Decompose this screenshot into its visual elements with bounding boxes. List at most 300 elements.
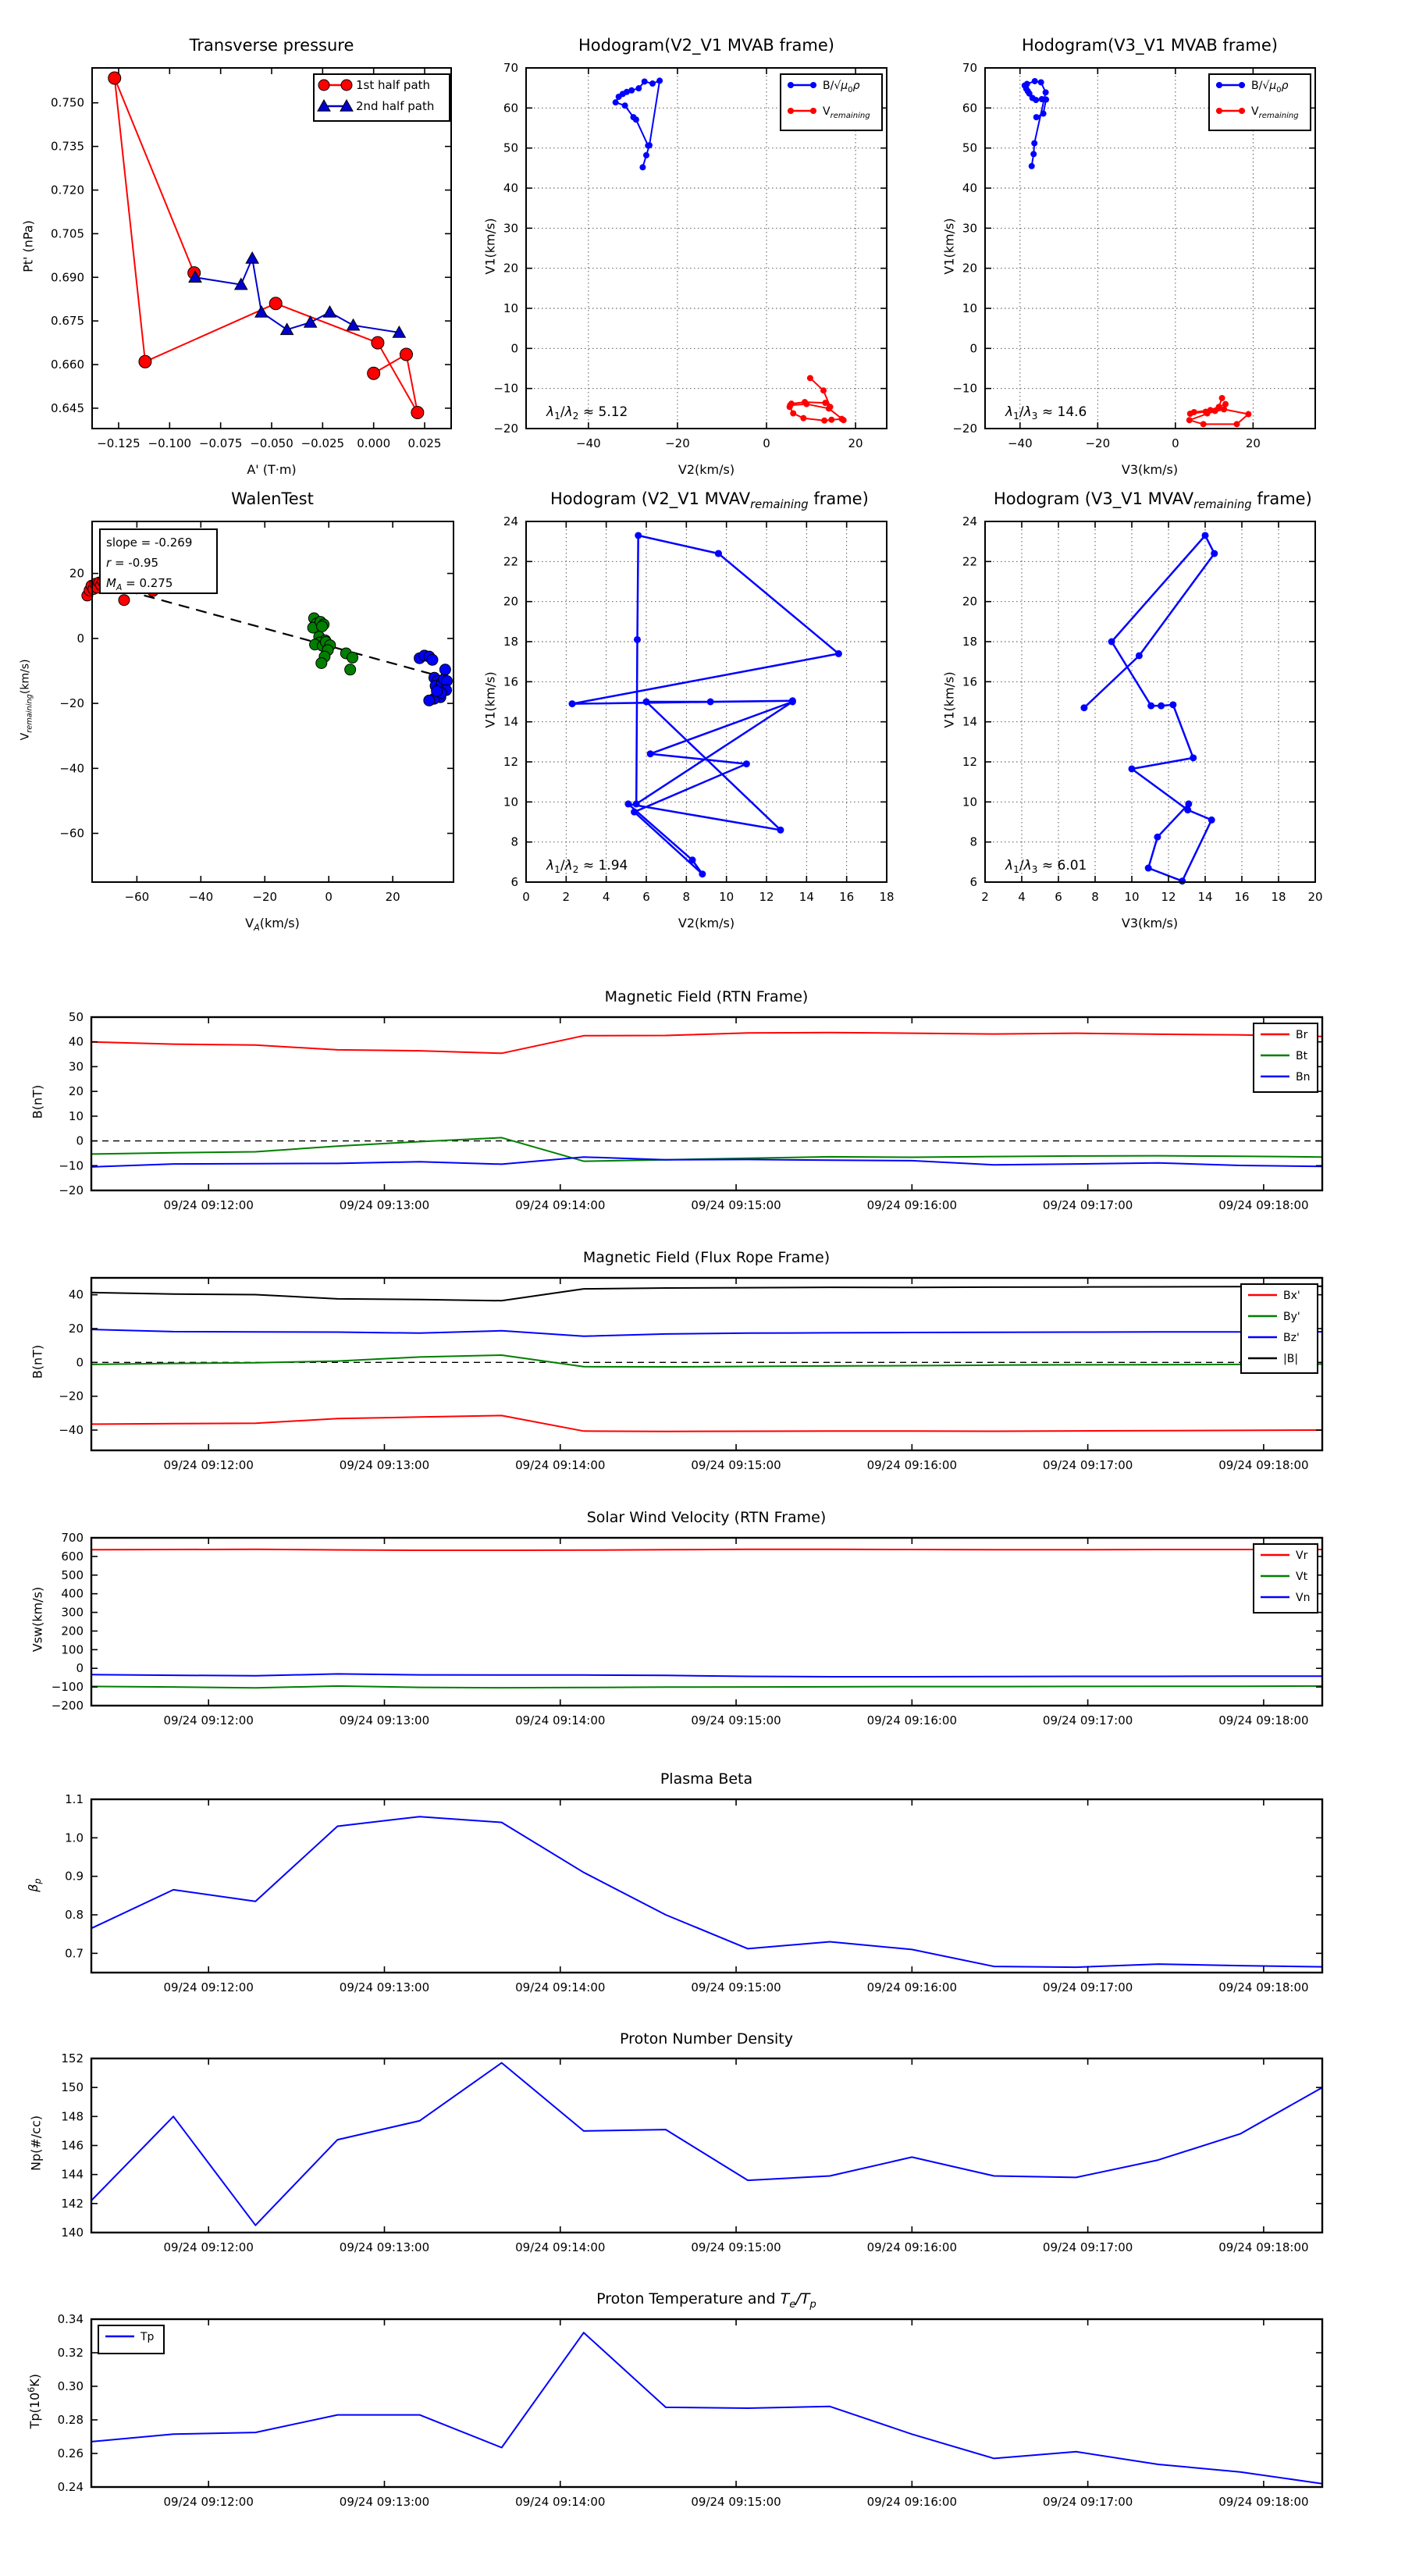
data-point: [841, 417, 847, 423]
data-point: [316, 657, 327, 668]
data-point: [246, 252, 258, 263]
panel-transverse-pressure: [51, 68, 451, 450]
data-point: [1212, 407, 1218, 414]
title-b-fluxrope: Magnetic Field (Flux Rope Frame): [582, 1249, 831, 1266]
data-point: [347, 652, 358, 663]
x-tick-label: 09/24 09:15:00: [691, 1458, 781, 1472]
data-point: [1040, 111, 1047, 117]
ylabel-hodogram-v3v1-mvav: V1(km/s): [941, 671, 957, 728]
data-point: [424, 695, 435, 706]
x-tick-label: 16: [839, 890, 855, 904]
xlabel-hodogram-v3v1-mvab: V3(km/s): [1121, 462, 1179, 477]
ylabel-b-rtn: B(nT): [30, 1084, 45, 1119]
xlabel-transverse-pressure: A' (T·m): [247, 462, 297, 477]
y-tick-label: 0.9: [65, 1869, 84, 1884]
data-point: [624, 800, 631, 807]
data-point: [1239, 82, 1245, 88]
plot-frame: [92, 68, 451, 429]
y-tick-label: 10: [962, 795, 977, 809]
legend-label: Bz': [1283, 1332, 1300, 1344]
data-point: [323, 306, 336, 317]
y-tick-label: 14: [962, 714, 977, 729]
x-tick-label: 4: [1018, 890, 1026, 904]
data-point: [1030, 151, 1037, 157]
y-tick-label: 18: [962, 635, 977, 649]
x-tick-label: 09/24 09:13:00: [339, 2240, 430, 2254]
x-tick-label: −40: [576, 436, 601, 450]
data-point: [1031, 141, 1037, 147]
panel-proton-density: [61, 2051, 1322, 2254]
y-tick-label: 30: [68, 1059, 84, 1074]
data-point: [1187, 411, 1193, 417]
y-tick-label: 40: [68, 1034, 84, 1049]
legend-label: Bn: [1296, 1071, 1311, 1083]
x-tick-label: −20: [252, 890, 278, 904]
xlabel-hodogram-v2v1-mvab: V2(km/s): [678, 462, 735, 477]
x-tick-label: 0: [1172, 436, 1179, 450]
y-tick-label: 140: [61, 2226, 84, 2240]
y-tick-label: 0: [76, 631, 84, 646]
y-tick-label: −200: [51, 1699, 84, 1713]
y-tick-label: −10: [952, 381, 977, 396]
y-tick-label: 148: [61, 2109, 84, 2124]
x-tick-label: 09/24 09:15:00: [691, 2240, 781, 2254]
x-tick-label: 2: [981, 890, 989, 904]
y-tick-label: −100: [51, 1680, 84, 1695]
ylabel-proton-temp: $Tp(10^6K)$: [26, 2373, 43, 2429]
data-point: [432, 685, 443, 696]
legend-label: Tp: [140, 2331, 155, 2343]
y-tick-label: 22: [503, 554, 518, 569]
ylabel-transverse-pressure: Pt' (nPa): [20, 220, 36, 272]
data-point: [656, 77, 663, 84]
x-tick-label: 09/24 09:18:00: [1218, 1713, 1309, 1727]
data-point: [645, 143, 651, 149]
plot-frame: [91, 1017, 1322, 1190]
y-tick-label: 10: [962, 301, 977, 315]
y-tick-label: 18: [503, 635, 518, 649]
data-point: [1043, 97, 1049, 103]
data-point: [1032, 78, 1038, 84]
data-point: [1239, 108, 1245, 114]
y-tick-label: 50: [962, 141, 977, 155]
data-point: [822, 400, 828, 406]
y-tick-label: 0: [76, 1133, 84, 1148]
data-point: [1033, 114, 1040, 120]
y-tick-label: 0: [510, 341, 518, 356]
y-tick-label: 50: [503, 141, 518, 155]
series-vn: [91, 1674, 1322, 1677]
data-point: [1108, 639, 1115, 646]
y-tick-label: 6: [510, 875, 518, 889]
y-tick-label: 0.30: [57, 2379, 84, 2393]
data-point: [1208, 817, 1215, 824]
data-point: [790, 410, 796, 416]
y-tick-label: −10: [59, 1158, 84, 1173]
lambda-annotation: $\lambda_1/\lambda_3 \approx 14.6$: [1005, 404, 1087, 422]
x-tick-label: 12: [1161, 890, 1176, 904]
lambda-annotation: $\lambda_1/\lambda_3 \approx 6.01$: [1005, 858, 1087, 875]
panel-proton-temp: [58, 2312, 1322, 2509]
x-tick-label: −0.025: [301, 436, 345, 450]
x-tick-label: −0.075: [198, 436, 243, 450]
y-tick-label: 0.705: [51, 226, 84, 241]
x-tick-label: 09/24 09:12:00: [163, 1713, 254, 1727]
ylabel-vsw: Vsw(km/s): [30, 1586, 45, 1653]
x-tick-label: 09/24 09:16:00: [866, 1980, 958, 1994]
x-tick-label: −0.050: [250, 436, 293, 450]
y-tick-label: 142: [61, 2196, 84, 2211]
stats-line: $M_A = 0.275$: [106, 576, 173, 592]
x-tick-label: 09/24 09:12:00: [163, 1458, 254, 1472]
y-tick-label: 22: [962, 554, 977, 569]
ylabel-hodogram-v2v1-mvav: V1(km/s): [482, 671, 498, 728]
x-tick-label: 09/24 09:14:00: [515, 2240, 606, 2254]
y-tick-label: 600: [61, 1549, 84, 1564]
title-proton-density: Proton Number Density: [620, 2030, 793, 2048]
legend-label: $V_{remaining}$: [823, 105, 870, 120]
x-tick-label: 0: [325, 890, 333, 904]
data-point: [269, 297, 282, 310]
plot-frame: [985, 521, 1315, 882]
y-tick-label: 0.690: [51, 270, 84, 285]
x-tick-label: 09/24 09:17:00: [1042, 1458, 1133, 1472]
x-tick-label: 09/24 09:14:00: [515, 1980, 606, 1994]
plot-frame: [91, 1538, 1322, 1706]
legend-label: Vn: [1296, 1592, 1311, 1604]
y-tick-label: 10: [68, 1108, 84, 1123]
data-point: [569, 700, 576, 707]
data-point: [835, 650, 842, 657]
y-tick-label: 0.735: [51, 139, 84, 154]
y-tick-label: 60: [503, 101, 518, 116]
y-tick-label: 10: [503, 301, 518, 315]
series-vt: [91, 1686, 1322, 1688]
y-tick-label: −20: [59, 1389, 84, 1404]
y-tick-label: 20: [69, 566, 84, 581]
y-tick-label: 0.645: [51, 400, 84, 415]
data-point: [803, 401, 809, 407]
series-bx-: [91, 1415, 1322, 1431]
xlabel-walen-test: $V_A(km/s)$: [245, 916, 300, 934]
y-tick-label: 400: [61, 1586, 84, 1601]
data-point: [631, 809, 638, 816]
x-tick-label: 09/24 09:15:00: [691, 2495, 781, 2509]
title-transverse-pressure: Transverse pressure: [189, 36, 354, 55]
data-point: [1154, 834, 1161, 841]
y-tick-label: 12: [962, 755, 977, 769]
data-point: [1129, 765, 1136, 772]
y-tick-label: −20: [59, 1183, 84, 1197]
x-tick-label: 09/24 09:13:00: [339, 1980, 430, 1994]
y-tick-label: 16: [962, 674, 977, 689]
series-v-remaining: [1190, 398, 1249, 424]
data-point: [1179, 877, 1186, 884]
data-point: [347, 319, 360, 330]
x-tick-label: 0: [763, 436, 770, 450]
panel-plasma-beta: [65, 1792, 1322, 1994]
x-tick-label: 09/24 09:18:00: [1218, 2240, 1309, 2254]
plot-frame: [91, 1799, 1322, 1973]
panel-hodogram-v3v1-mvab: [952, 61, 1315, 450]
panel-hodogram-v2v1-mvav: [503, 514, 895, 904]
data-point: [1221, 406, 1227, 412]
x-tick-label: 09/24 09:17:00: [1042, 1713, 1133, 1727]
x-tick-label: −20: [1085, 436, 1111, 450]
x-tick-label: 09/24 09:13:00: [339, 2495, 430, 2509]
data-point: [649, 80, 656, 87]
data-point: [318, 80, 329, 91]
series-by-: [91, 1355, 1322, 1367]
data-point: [1202, 532, 1209, 539]
data-point: [1147, 703, 1154, 710]
y-tick-label: 0: [969, 341, 977, 356]
ylabel-hodogram-v2v1-mvab: V1(km/s): [482, 218, 498, 275]
x-tick-label: −0.125: [97, 436, 140, 450]
y-tick-label: 0: [76, 1661, 84, 1676]
legend-label: Bx': [1283, 1290, 1300, 1302]
y-tick-label: 70: [503, 61, 518, 75]
data-point: [647, 750, 654, 757]
data-point: [787, 402, 793, 408]
data-point: [1043, 89, 1049, 95]
y-tick-label: 0.28: [57, 2413, 84, 2427]
data-point: [411, 407, 424, 419]
panel-b-fluxrope: [59, 1278, 1322, 1472]
data-point: [633, 800, 640, 807]
data-point: [616, 94, 622, 100]
y-tick-label: 150: [61, 2080, 84, 2095]
data-point: [1038, 79, 1044, 85]
x-tick-label: −20: [665, 436, 690, 450]
y-tick-label: 16: [503, 674, 518, 689]
y-tick-label: −20: [59, 696, 84, 711]
data-point: [1233, 421, 1240, 427]
plot-frame: [91, 2058, 1322, 2233]
ylabel-proton-density: Np(#/cc): [28, 2115, 44, 2171]
data-point: [635, 532, 642, 539]
x-tick-label: 12: [759, 890, 774, 904]
y-tick-label: 0.750: [51, 95, 84, 110]
data-point: [810, 82, 816, 88]
x-tick-label: 09/24 09:14:00: [515, 1198, 606, 1212]
series-beta-p: [91, 1816, 1322, 1967]
lambda-annotation: $\lambda_1/\lambda_2 \approx 5.12$: [546, 404, 628, 422]
data-point: [633, 116, 639, 123]
y-tick-label: 0.8: [65, 1908, 84, 1922]
data-point: [715, 550, 722, 557]
y-tick-label: 0.7: [65, 1946, 84, 1961]
x-tick-label: 6: [1055, 890, 1062, 904]
y-tick-label: 0.660: [51, 358, 84, 372]
data-point: [1169, 701, 1176, 708]
y-tick-label: 1.1: [65, 1792, 84, 1806]
data-point: [1080, 704, 1087, 711]
data-point: [345, 664, 356, 675]
ylabel-walen-test: $V_{remaining}(km/s)$: [19, 659, 34, 741]
panel-hodogram-v3v1-mvav: [962, 514, 1323, 904]
data-point: [119, 595, 130, 606]
y-tick-label: 146: [61, 2138, 84, 2153]
x-tick-label: 20: [848, 436, 863, 450]
x-tick-label: 14: [799, 890, 814, 904]
data-point: [810, 108, 816, 114]
series-2nd-half-path: [195, 258, 399, 333]
y-tick-label: 700: [61, 1531, 84, 1545]
x-tick-label: 09/24 09:12:00: [163, 1980, 254, 1994]
data-point: [1219, 395, 1225, 401]
x-tick-label: 0: [522, 890, 530, 904]
series-bz-: [91, 1329, 1322, 1336]
series-1st-half-path: [115, 78, 418, 413]
x-tick-label: 09/24 09:12:00: [163, 1198, 254, 1212]
y-tick-label: 144: [61, 2167, 84, 2182]
title-hodogram-v2v1-mvab: Hodogram(V2_V1 MVAB frame): [578, 36, 834, 55]
data-point: [643, 152, 649, 158]
y-tick-label: 0: [76, 1355, 84, 1370]
data-point: [1033, 97, 1039, 103]
data-point: [634, 636, 641, 643]
y-tick-label: 70: [962, 61, 977, 75]
legend-label: $V_{remaining}$: [1251, 105, 1299, 120]
data-point: [1185, 800, 1192, 807]
x-tick-label: 09/24 09:16:00: [866, 1198, 958, 1212]
y-tick-label: 12: [503, 755, 518, 769]
x-tick-label: 09/24 09:14:00: [515, 2495, 606, 2509]
y-tick-label: 40: [68, 1287, 84, 1302]
y-tick-label: 500: [61, 1567, 84, 1582]
title-hodogram-v3v1-mvab: Hodogram(V3_V1 MVAB frame): [1022, 36, 1278, 55]
legend-label: $B/√\mu_0\rho$: [823, 80, 860, 94]
ylabel-plasma-beta: $\beta_p$: [25, 1878, 44, 1892]
data-point: [1190, 754, 1197, 761]
data-point: [699, 870, 706, 877]
legend-label: Vr: [1296, 1550, 1308, 1562]
data-point: [1216, 108, 1222, 114]
data-point: [613, 99, 619, 105]
y-tick-label: 14: [503, 714, 518, 729]
x-tick-label: 09/24 09:12:00: [163, 2495, 254, 2509]
x-tick-label: 09/24 09:14:00: [515, 1713, 606, 1727]
x-tick-label: 16: [1234, 890, 1250, 904]
ylabel-hodogram-v3v1-mvab: V1(km/s): [941, 218, 957, 275]
y-tick-label: 0.32: [57, 2346, 84, 2360]
x-tick-label: 09/24 09:13:00: [339, 1198, 430, 1212]
x-tick-label: 09/24 09:13:00: [339, 1458, 430, 1472]
y-tick-label: −60: [59, 826, 84, 841]
y-tick-label: 6: [969, 875, 977, 889]
data-point: [707, 699, 714, 706]
data-point: [800, 415, 806, 422]
data-point: [1136, 652, 1143, 659]
x-tick-label: −40: [188, 890, 214, 904]
y-tick-label: 0.24: [57, 2480, 84, 2494]
data-point: [777, 827, 784, 834]
x-tick-label: 09/24 09:18:00: [1218, 1980, 1309, 1994]
y-tick-label: 100: [61, 1642, 84, 1657]
data-point: [643, 699, 650, 706]
y-tick-label: 152: [61, 2051, 84, 2065]
stats-line: slope = -0.269: [106, 535, 193, 550]
data-point: [826, 405, 832, 411]
x-tick-label: 09/24 09:17:00: [1042, 1198, 1133, 1212]
x-tick-label: 20: [1245, 436, 1261, 450]
x-tick-label: 09/24 09:16:00: [866, 1458, 958, 1472]
y-tick-label: 24: [962, 514, 977, 528]
title-b-rtn: Magnetic Field (RTN Frame): [604, 988, 809, 1005]
ylabel-b-fluxrope: B(nT): [30, 1344, 45, 1379]
x-tick-label: 09/24 09:18:00: [1218, 1198, 1309, 1212]
y-tick-label: 0.26: [57, 2446, 84, 2460]
x-tick-label: 09/24 09:17:00: [1042, 2495, 1133, 2509]
data-point: [642, 78, 648, 84]
title-hodogram-v3v1-mvav: Hodogram (V3_V1 $MVAV_{remaining}$ frame): [994, 489, 1312, 512]
x-tick-label: 20: [1307, 890, 1323, 904]
x-tick-label: −40: [1007, 436, 1033, 450]
series-tp: [91, 2332, 1322, 2484]
legend-label: |B|: [1283, 1353, 1299, 1365]
x-tick-label: 14: [1197, 890, 1213, 904]
data-point: [1029, 163, 1035, 169]
data-point: [635, 85, 642, 91]
y-tick-label: 1.0: [65, 1831, 84, 1845]
data-point: [439, 664, 450, 675]
x-tick-label: 18: [1271, 890, 1286, 904]
x-tick-label: 20: [385, 890, 400, 904]
x-tick-label: 0.000: [357, 436, 391, 450]
data-point: [1211, 550, 1218, 557]
title-vsw: Solar Wind Velocity (RTN Frame): [586, 1509, 827, 1526]
title-plasma-beta: Plasma Beta: [660, 1770, 753, 1788]
x-tick-label: 2: [562, 890, 571, 904]
x-tick-label: 09/24 09:16:00: [866, 2240, 958, 2254]
data-point: [788, 108, 794, 114]
data-point: [788, 82, 794, 88]
x-tick-label: 10: [1124, 890, 1140, 904]
x-tick-label: 09/24 09:17:00: [1042, 1980, 1133, 1994]
xlabel-hodogram-v2v1-mvav: V2(km/s): [678, 916, 735, 930]
y-tick-label: −20: [493, 422, 518, 436]
legend-box: [1241, 1284, 1318, 1373]
legend-label: 1st half path: [356, 78, 431, 92]
y-tick-label: 0.720: [51, 183, 84, 197]
x-tick-label: −0.100: [148, 436, 192, 450]
y-tick-label: 0.34: [57, 2312, 84, 2326]
x-tick-label: −60: [124, 890, 150, 904]
x-tick-label: 10: [719, 890, 735, 904]
legend-label: Br: [1296, 1029, 1308, 1041]
data-point: [1186, 417, 1193, 423]
data-point: [427, 654, 438, 665]
x-tick-label: 09/24 09:18:00: [1218, 1458, 1309, 1472]
data-point: [689, 856, 696, 863]
y-tick-label: −10: [493, 381, 518, 396]
data-point: [789, 697, 796, 704]
x-tick-label: 09/24 09:18:00: [1218, 2495, 1309, 2509]
y-tick-label: 8: [969, 834, 977, 849]
series-br: [91, 1033, 1322, 1054]
xlabel-hodogram-v3v1-mvav: V3(km/s): [1121, 916, 1179, 930]
y-tick-label: 300: [61, 1605, 84, 1620]
x-tick-label: 09/24 09:15:00: [691, 1713, 781, 1727]
data-point: [639, 164, 646, 170]
series-v-path: [572, 535, 838, 874]
data-point: [368, 367, 380, 379]
data-point: [1145, 865, 1152, 872]
y-tick-label: −40: [59, 761, 84, 776]
data-point: [1245, 411, 1251, 418]
series-v-remaining: [790, 378, 844, 420]
